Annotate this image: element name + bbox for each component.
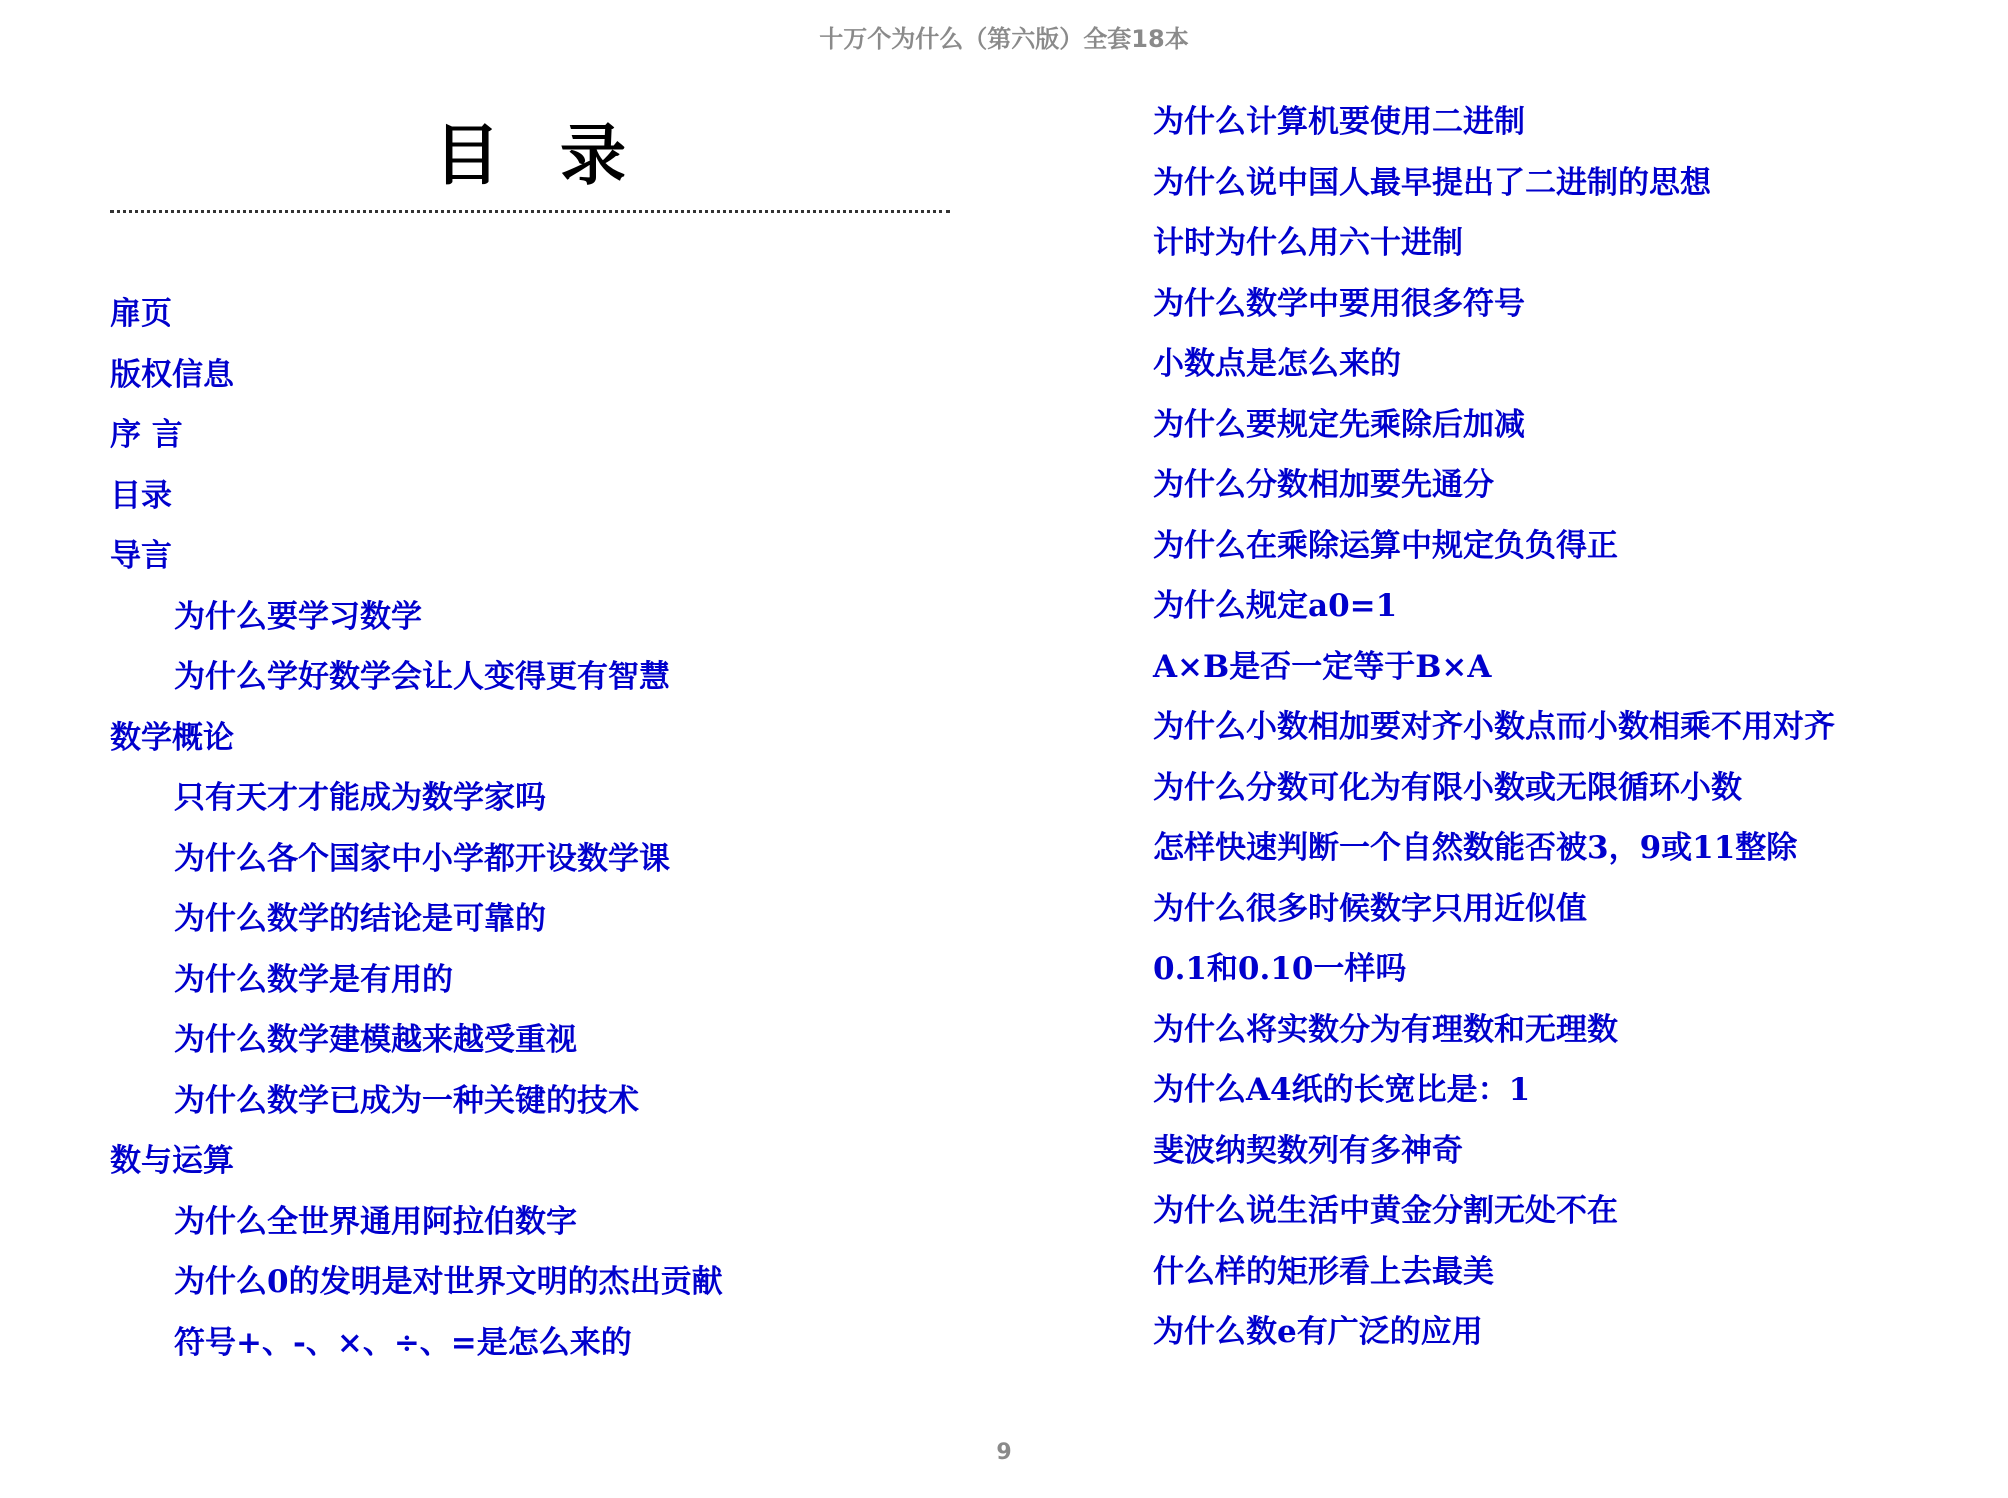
toc-entry-link[interactable]: 为什么说生活中黄金分割无处不在 (1153, 1193, 1618, 1229)
toc-entry-link[interactable]: 0.1和0.10一样吗 (1153, 951, 1407, 987)
toc-left-column (110, 0, 950, 1420)
toc-entry-link[interactable]: 为什么学好数学会让人变得更有智慧 (174, 659, 670, 695)
toc-entry-link[interactable]: 为什么数学中要用很多符号 (1153, 285, 1525, 322)
toc-entry-link[interactable]: 序 言 (110, 417, 183, 453)
toc-list-right (1153, 92, 1973, 1363)
toc-entry-link[interactable]: 为什么说中国人最早提出了二进制的思想 (1153, 164, 1711, 201)
toc-entry-link[interactable]: 为什么要学习数学 (174, 598, 422, 635)
toc-entry-link[interactable]: 扉页 (110, 296, 172, 332)
toc-entry-link[interactable]: 为什么分数可化为有限小数或无限循环小数 (1153, 769, 1742, 806)
toc-entry-link[interactable]: 为什么规定a0=1 (1153, 588, 1398, 624)
toc-entry-link[interactable]: 小数点是怎么来的 (1153, 346, 1401, 382)
toc-entry-link[interactable]: 什么样的矩形看上去最美 (1153, 1253, 1494, 1290)
toc-entry-link[interactable]: A×B是否一定等于B×A (1153, 648, 1492, 685)
toc-entry-link[interactable]: 计时为什么用六十进制 (1153, 225, 1463, 261)
toc-entry-link[interactable]: 导言 (110, 538, 172, 574)
toc-entry-link[interactable]: 为什么分数相加要先通分 (1153, 467, 1494, 503)
toc-entry-link[interactable]: 为什么数学的结论是可靠的 (174, 901, 546, 937)
toc-entry-link[interactable]: 为什么各个国家中小学都开设数学课 (174, 840, 670, 877)
toc-entry-link[interactable]: 为什么A4纸的长宽比是：1 (1153, 1072, 1531, 1108)
toc-heading: 目录 (434, 116, 686, 194)
toc-entry-link[interactable]: 数与运算 (110, 1143, 234, 1179)
toc-entry-link[interactable]: 为什么小数相加要对齐小数点而小数相乘不用对齐 (1153, 709, 1835, 745)
toc-entry-link[interactable]: 为什么要规定先乘除后加减 (1153, 406, 1525, 443)
toc-entry-link[interactable]: 斐波纳契数列有多神奇 (1153, 1132, 1463, 1169)
toc-entry-link[interactable]: 只有天才才能成为数学家吗 (174, 780, 546, 816)
toc-entry-link[interactable]: 为什么在乘除运算中规定负负得正 (1153, 527, 1618, 564)
book-title: 十万个为什么（第六版）全套18本 (819, 25, 1189, 53)
toc-entry-link[interactable]: 版权信息 (110, 356, 234, 393)
toc-entry-link[interactable]: 怎样快速判断一个自然数能否被3，9或11整除 (1153, 830, 1798, 866)
toc-entry-link[interactable]: 为什么数学是有用的 (174, 961, 453, 998)
toc-entry-link[interactable]: 数学概论 (110, 719, 234, 756)
toc-entry-link[interactable]: 为什么数e有广泛的应用 (1153, 1314, 1483, 1350)
heading-divider (110, 210, 950, 213)
toc-list-left (110, 284, 950, 1373)
toc-entry-link[interactable]: 为什么计算机要使用二进制 (1153, 104, 1525, 140)
page-number: 9 (996, 1440, 1012, 1465)
toc-entry-link[interactable]: 为什么0的发明是对世界文明的杰出贡献 (174, 1264, 723, 1300)
toc-entry-link[interactable]: 为什么很多时候数字只用近似值 (1153, 890, 1587, 927)
toc-entry-link[interactable]: 为什么全世界通用阿拉伯数字 (174, 1203, 577, 1240)
toc-entry-link[interactable]: 为什么数学建模越来越受重视 (174, 1022, 577, 1058)
toc-entry-link[interactable]: 为什么数学已成为一种关键的技术 (174, 1082, 639, 1119)
toc-entry-link[interactable]: 为什么将实数分为有理数和无理数 (1153, 1011, 1618, 1048)
toc-entry-link[interactable]: 符号+、-、×、÷、=是怎么来的 (174, 1324, 632, 1361)
toc-entry-link[interactable]: 目录 (110, 477, 172, 514)
